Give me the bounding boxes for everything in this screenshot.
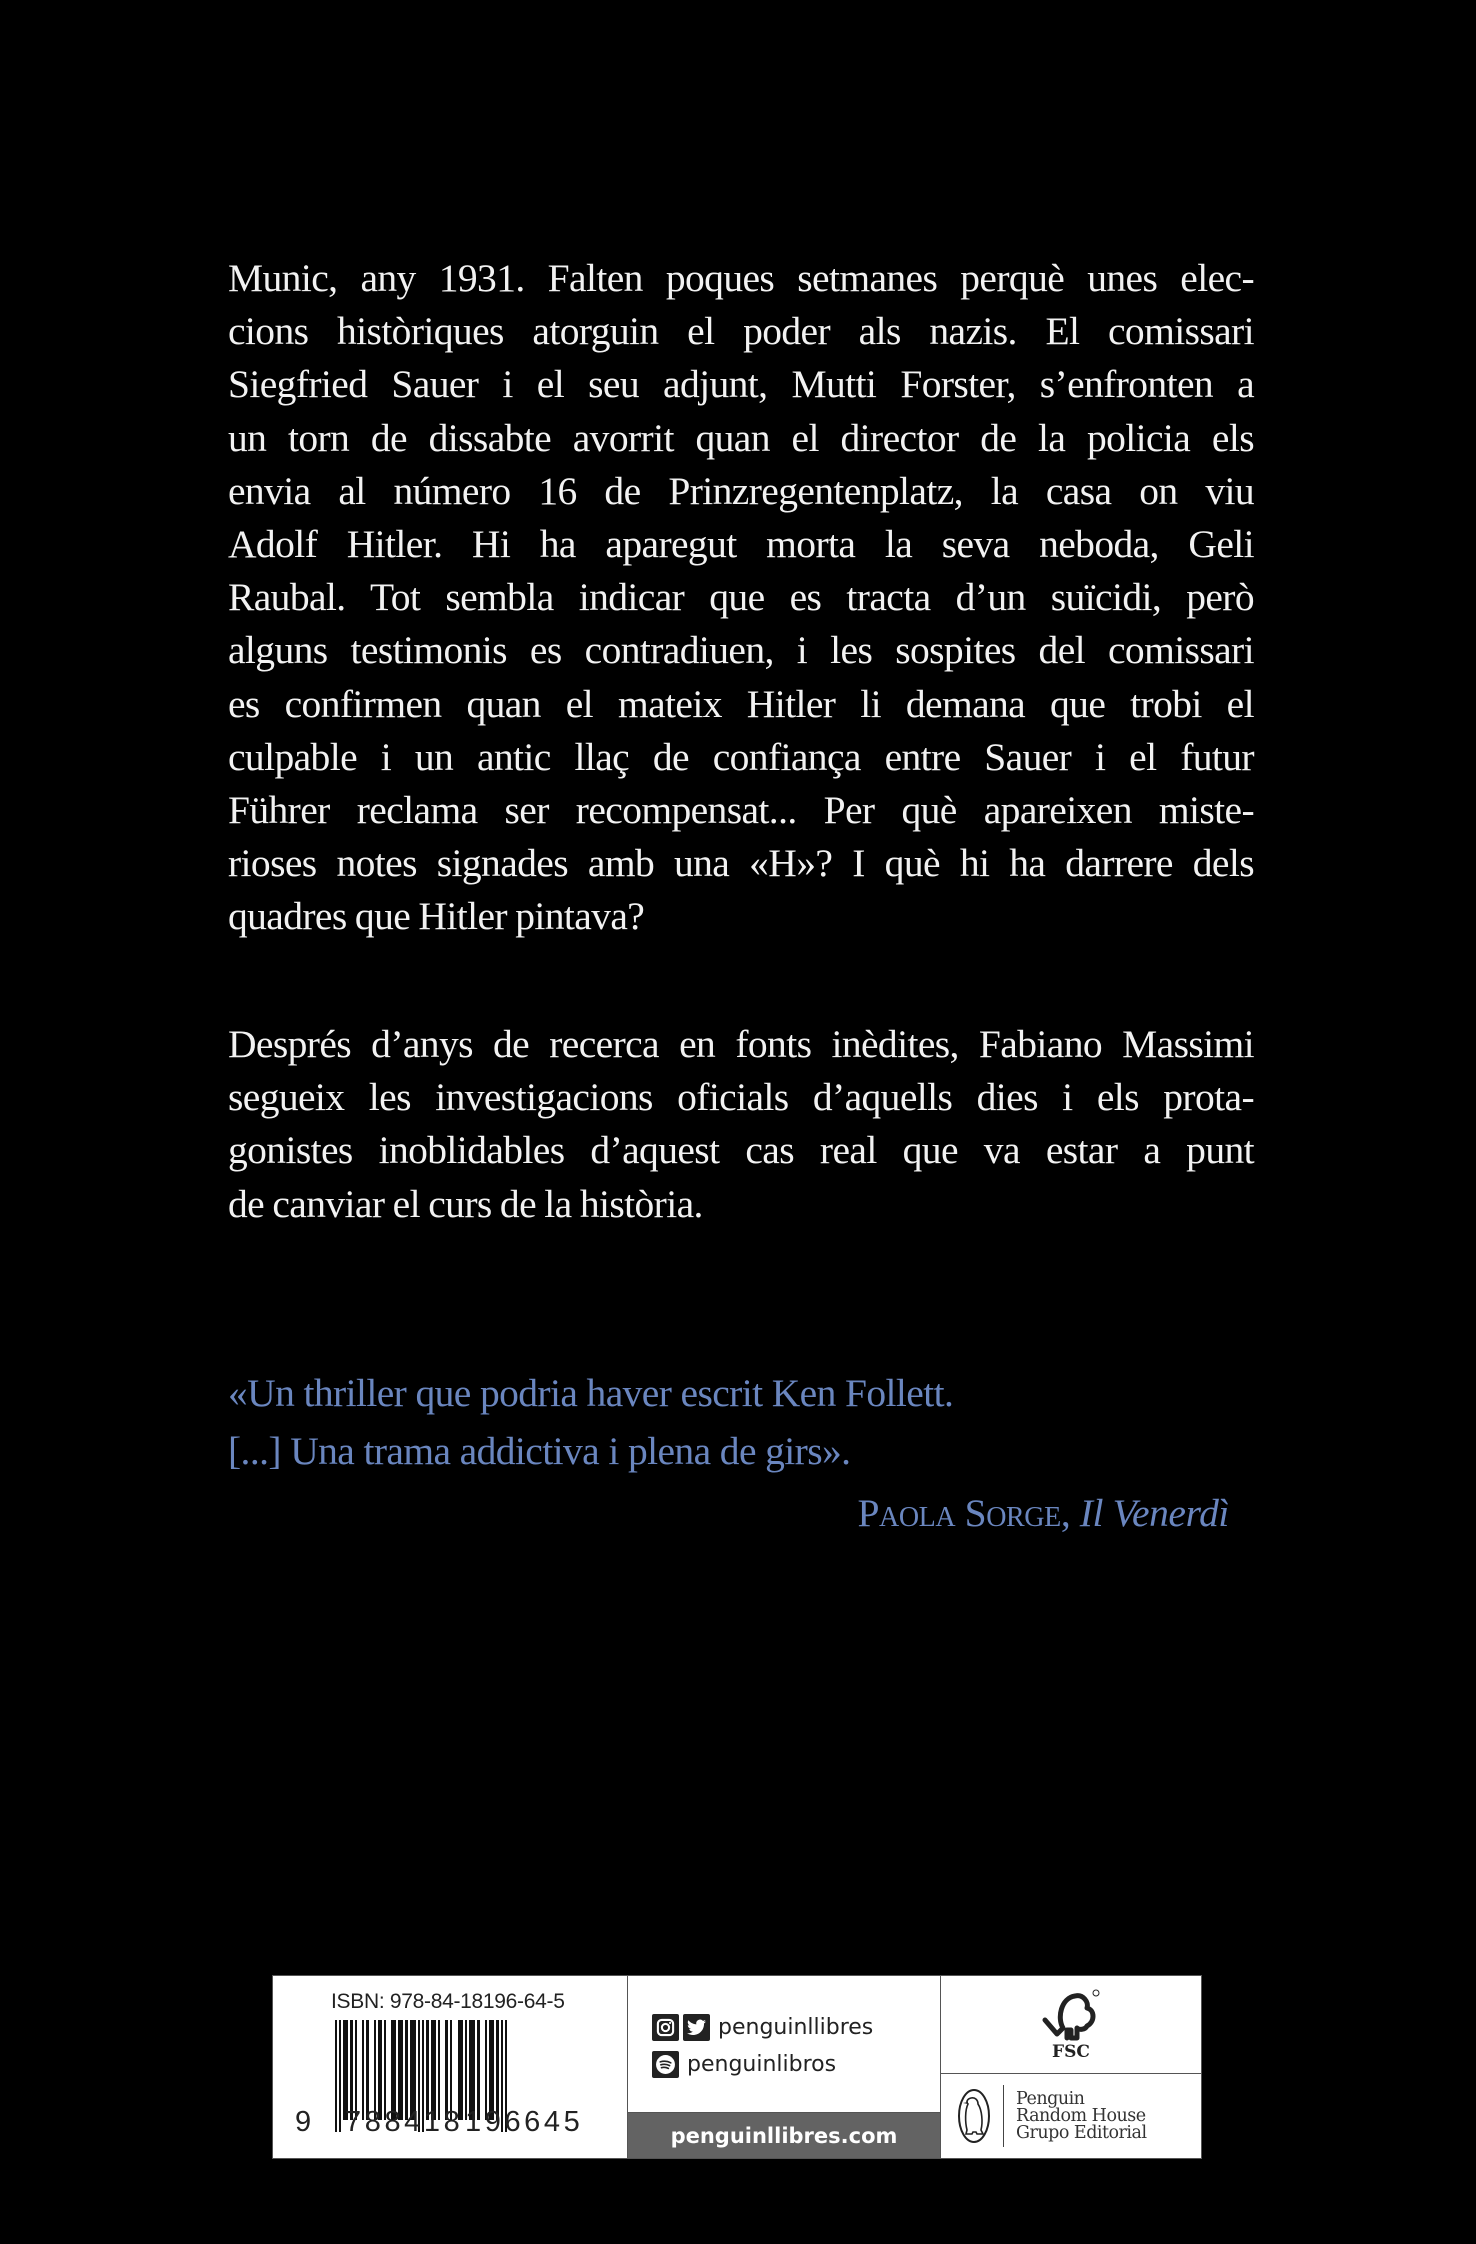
barcode-digits-group-1: 788418 <box>345 2106 464 2138</box>
social-handle: penguinllibres <box>718 2015 874 2040</box>
publisher-info-box <box>272 1975 1202 2159</box>
isbn-label: ISBN: 978-84-18196-64-5 <box>331 1990 565 2013</box>
text-line: es confirmen quan el mateix Hitler li demana que trobi el <box>228 681 1254 726</box>
text-line: cions històriques atorguin el poder als nazis. El comissari <box>228 309 1254 354</box>
publisher-name <box>1016 2088 1147 2143</box>
text-line: segueix les investigacions oficials d’aquells dies i els prota- <box>228 1075 1254 1120</box>
quote-line: «Un thriller que podria haver escrit Ken Follett. <box>228 1371 954 1415</box>
text-line: Siegfried Sauer i el seu adjunt, Mutti Forster, s’enfronten a <box>228 362 1254 407</box>
social-panel <box>628 1976 941 2158</box>
spotify-icon[interactable] <box>652 2051 679 2078</box>
barcode-digit-first: 9 <box>295 2106 312 2138</box>
social-handle: penguinlibros <box>687 2052 837 2077</box>
brand-panel <box>941 1976 1201 2158</box>
fsc-tree-icon <box>1039 1988 1103 2044</box>
text-line: gonistes inoblidables d’aquest cas real que va estar a punt <box>228 1128 1254 1173</box>
divider <box>1003 2085 1004 2147</box>
penguin-random-house-logo <box>941 2074 1201 2158</box>
penguin-icon <box>957 2088 991 2144</box>
synopsis-paragraph-2 <box>228 1018 1254 1231</box>
fsc-logo <box>941 1976 1201 2074</box>
review-publication: Il Venerdì <box>1079 1491 1229 1535</box>
review-author: Paola Sorge, <box>857 1491 1071 1535</box>
text-line: Raubal. Tot sembla indicar que es tracta d’un suïcidi, però <box>228 575 1254 620</box>
fsc-label: FSC <box>1052 2041 1090 2062</box>
text-line: quadres que Hitler pintava? <box>228 894 645 939</box>
text-line: Després d’anys de recerca en fonts inèdites, Fabiano Massimi <box>228 1022 1254 1066</box>
website-link[interactable]: penguinllibres.com <box>628 2112 940 2158</box>
text-line: culpable i un antic llaç de confiança entre Sauer i el futur <box>228 734 1254 779</box>
text-line: Adolf Hitler. Hi ha aparegut morta la seva neboda, Geli <box>228 522 1254 567</box>
text-line: Munic, any 1931. Falten poques setmanes perquè unes elec- <box>228 256 1254 300</box>
barcode-panel <box>273 1976 628 2158</box>
text-line: rioses notes signades amb una «H»? I què hi ha darrere dels <box>228 841 1254 886</box>
instagram-icon[interactable] <box>652 2014 679 2041</box>
twitter-icon[interactable] <box>683 2014 710 2041</box>
publisher-line: Grupo Editorial <box>1016 2122 1147 2143</box>
review-quote <box>228 1364 1248 1480</box>
quote-line: [...] Una trama addictiva i plena de girs». <box>228 1429 851 1473</box>
social-row-penguinlibros[interactable] <box>652 2051 836 2078</box>
text-line: envia al número 16 de Prinzregentenplatz, la casa on viu <box>228 468 1254 513</box>
publisher-line: Random House <box>1016 2105 1146 2126</box>
text-line: un torn de dissabte avorrit quan el director de la policia els <box>228 415 1254 460</box>
barcode-digits-group-2: 196645 <box>465 2106 584 2138</box>
text-line: alguns testimonis es contradiuen, i les sospites del comissari <box>228 628 1254 673</box>
text-line: Führer reclama ser recompensat... Per què apareixen miste- <box>228 788 1254 833</box>
social-row-penguinllibres[interactable] <box>652 2014 873 2041</box>
text-line: de canviar el curs de la història. <box>228 1181 703 1226</box>
synopsis-paragraph-1 <box>228 252 1254 944</box>
publisher-line: Penguin <box>1016 2088 1085 2109</box>
review-attribution <box>857 1490 1229 1536</box>
